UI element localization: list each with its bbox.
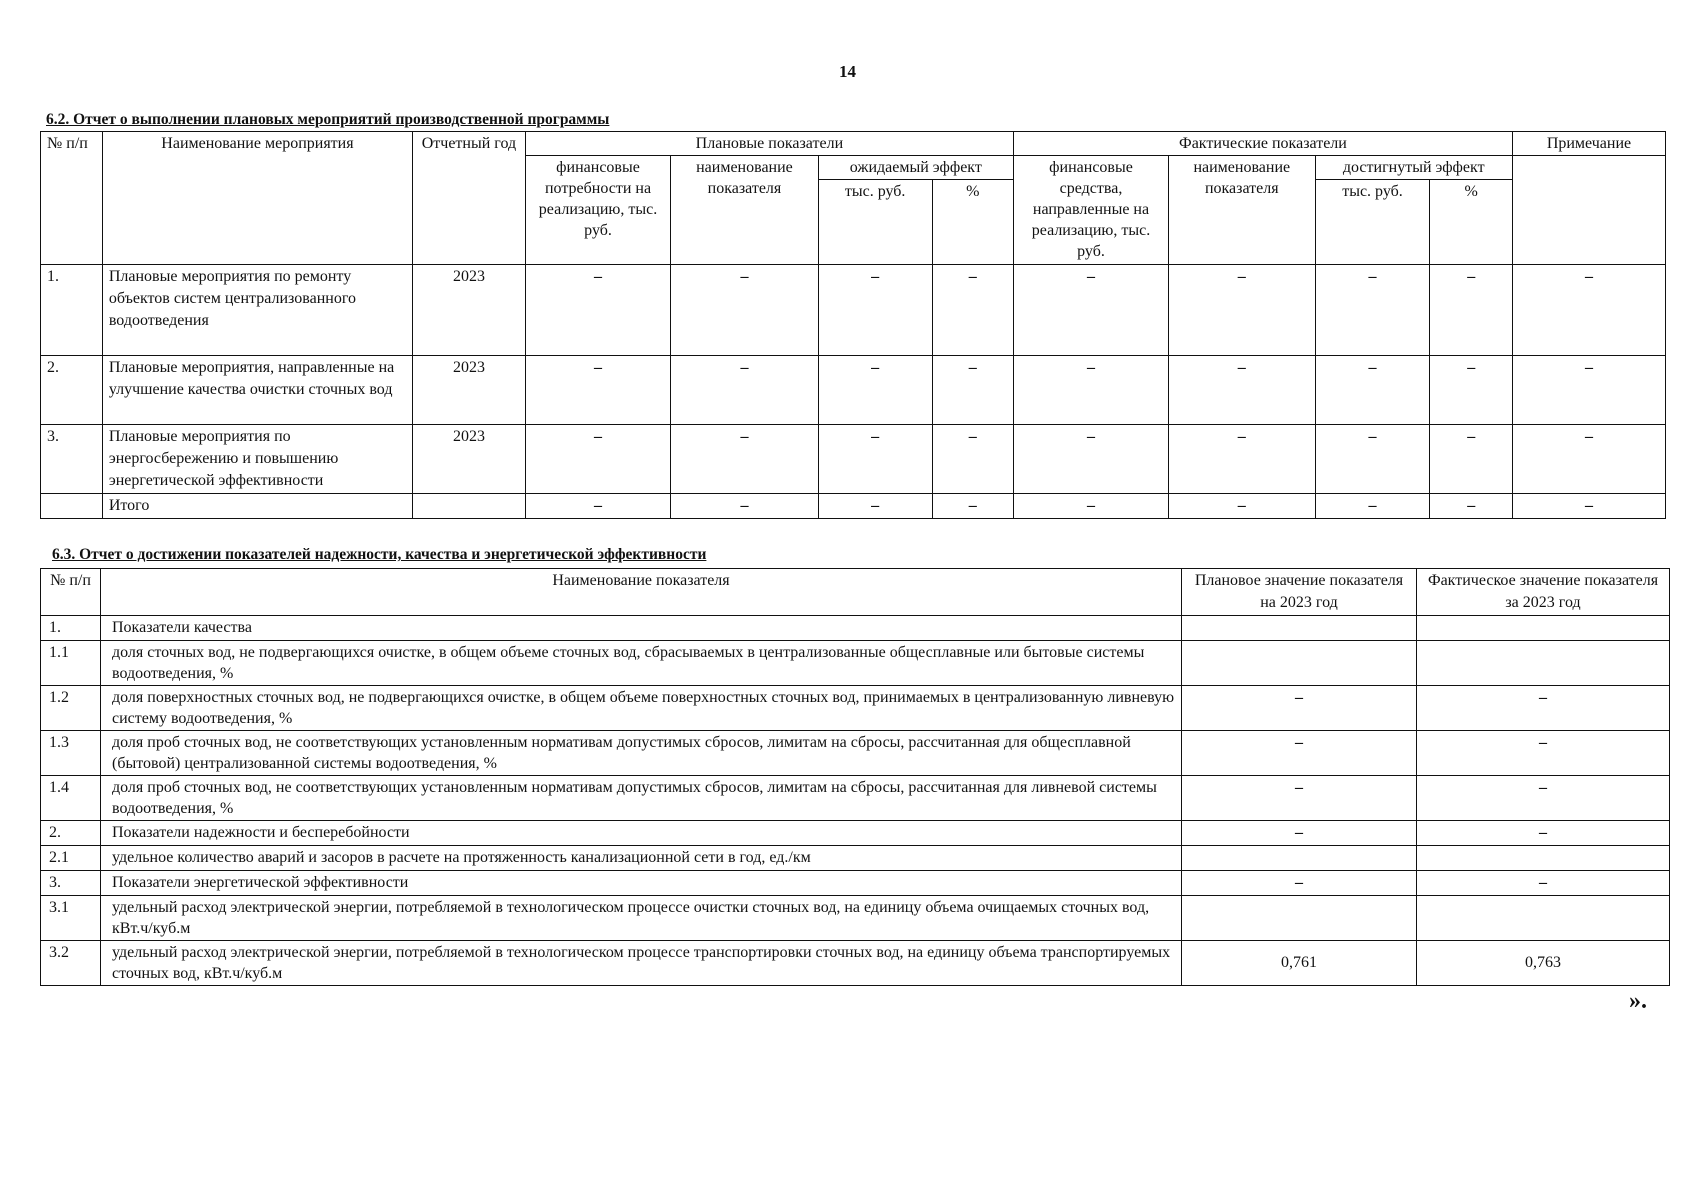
planned-activities-body <box>41 265 1666 519</box>
table2-title: 6.3. Отчет о достижении показателей надежности, качества и энергетической эффективности <box>52 546 707 563</box>
header-achieved-effect: достигнутый эффект <box>1315 156 1512 180</box>
indicator-actual-value <box>1417 616 1670 641</box>
indicator-name: доля сточных вод, не подвергающихся очистке, в общем объеме сточных вод, сбрасываемых в централизованные общесплавные или бытовые системы водоотведения, % <box>101 641 1182 686</box>
indicator-name: доля проб сточных вод, не соответствующих установленным нормативам допустимых сбросов, лимитам на сбросы, рассчитанная для общесплавной (бытовой) централизованной системы водоотведения, % <box>101 731 1182 776</box>
activity-value-cell: – <box>1512 356 1665 425</box>
indicator-actual-value: 0,763 <box>1417 941 1670 986</box>
indicator-planned-value: 0,761 <box>1182 941 1417 986</box>
activity-value-cell: – <box>1430 265 1512 356</box>
indicator-row <box>41 616 1670 641</box>
indicator-row <box>41 846 1670 871</box>
indicators-header-planned: Плановое значение показателя на 2023 год <box>1182 569 1417 616</box>
indicator-num: 3.1 <box>41 896 101 941</box>
activity-name: Плановые мероприятия, направленные на улучшение качества очистки сточных вод <box>102 356 412 425</box>
activity-num: 2. <box>41 356 103 425</box>
activity-value-cell: – <box>525 425 670 494</box>
indicator-actual-value: – <box>1417 776 1670 821</box>
activity-value-cell: – <box>671 356 819 425</box>
activity-value-cell: – <box>1169 265 1315 356</box>
indicators-table <box>40 568 1670 986</box>
activity-value-cell: – <box>1315 356 1430 425</box>
activity-value-cell: – <box>932 425 1013 494</box>
indicator-num: 3. <box>41 871 101 896</box>
indicator-name: Показатели энергетической эффективности <box>101 871 1182 896</box>
activity-value-cell: – <box>1315 425 1430 494</box>
indicator-actual-value: – <box>1417 686 1670 731</box>
activity-name: Плановые мероприятия по энергосбережению и повышению энергетической эффективности <box>102 425 412 494</box>
activity-year: 2023 <box>413 265 526 356</box>
activity-value-cell: – <box>1512 494 1665 519</box>
indicator-name: Показатели надежности и бесперебойности <box>101 821 1182 846</box>
indicator-num: 2.1 <box>41 846 101 871</box>
indicator-name: доля проб сточных вод, не соответствующих установленным нормативам допустимых сбросов, лимитам на сбросы, рассчитанная для ливневой системы водоотведения, % <box>101 776 1182 821</box>
indicators-header-actual: Фактическое значение показателя за 2023 год <box>1417 569 1670 616</box>
activity-value-cell: – <box>1169 356 1315 425</box>
indicator-num: 1. <box>41 616 101 641</box>
indicator-row <box>41 731 1670 776</box>
activity-value-cell: – <box>1512 265 1665 356</box>
activity-year: 2023 <box>413 425 526 494</box>
activity-value-cell: – <box>818 494 932 519</box>
activity-num: 3. <box>41 425 103 494</box>
activity-value-cell: – <box>1315 494 1430 519</box>
indicator-name: удельный расход электрической энергии, потребляемой в технологическом процессе очистки сточных вод, на единицу объема очищаемых сточных вод, кВт.ч/куб.м <box>101 896 1182 941</box>
indicator-row <box>41 871 1670 896</box>
indicator-row <box>41 776 1670 821</box>
planned-activities-table <box>40 131 1666 519</box>
activity-row <box>41 356 1666 425</box>
activity-num <box>41 494 103 519</box>
indicator-num: 1.1 <box>41 641 101 686</box>
closing-quote-mark: ». <box>1629 988 1647 1014</box>
activity-value-cell: – <box>525 494 670 519</box>
indicator-name: доля поверхностных сточных вод, не подвергающихся очистке, в общем объеме поверхностных сточных вод, принимаемых в централизованную ливневую систему водоотведения, % <box>101 686 1182 731</box>
activity-value-cell: – <box>525 356 670 425</box>
activity-value-cell: – <box>1430 425 1512 494</box>
activity-value-cell: – <box>1013 425 1168 494</box>
indicator-planned-value <box>1182 896 1417 941</box>
activity-value-cell: – <box>1430 356 1512 425</box>
indicators-body <box>41 616 1670 986</box>
page-number: 14 <box>839 62 856 81</box>
activity-row <box>41 265 1666 356</box>
activity-value-cell: – <box>932 494 1013 519</box>
header-reporting-year: Отчетный год <box>413 132 526 265</box>
header-expected-effect: ожидаемый эффект <box>818 156 1013 180</box>
indicator-actual-value: – <box>1417 731 1670 776</box>
header-planned-indicator: наименование показателя <box>671 156 819 265</box>
activity-value-cell: – <box>932 265 1013 356</box>
header-achieved-thousand-rub: тыс. руб. <box>1315 180 1430 265</box>
indicator-planned-value: – <box>1182 776 1417 821</box>
indicator-row <box>41 821 1670 846</box>
activity-value-cell: – <box>671 265 819 356</box>
header-activity-name: Наименование мероприятия <box>102 132 412 265</box>
indicator-planned-value: – <box>1182 821 1417 846</box>
indicator-num: 1.4 <box>41 776 101 821</box>
activity-name: Итого <box>102 494 412 519</box>
activity-value-cell: – <box>818 425 932 494</box>
indicator-name: Показатели качества <box>101 616 1182 641</box>
activity-value-cell: – <box>1512 425 1665 494</box>
activity-num: 1. <box>41 265 103 356</box>
indicator-planned-value <box>1182 641 1417 686</box>
indicator-num: 1.3 <box>41 731 101 776</box>
activity-value-cell: – <box>1013 494 1168 519</box>
indicator-num: 1.2 <box>41 686 101 731</box>
activity-year <box>413 494 526 519</box>
indicator-actual-value: – <box>1417 871 1670 896</box>
indicator-planned-value: – <box>1182 731 1417 776</box>
indicator-row <box>41 941 1670 986</box>
activity-value-cell: – <box>1315 265 1430 356</box>
header-actual-indicator: наименование показателя <box>1169 156 1315 265</box>
indicator-planned-value: – <box>1182 686 1417 731</box>
indicator-num: 2. <box>41 821 101 846</box>
indicator-planned-value: – <box>1182 871 1417 896</box>
indicator-actual-value <box>1417 641 1670 686</box>
activity-value-cell: – <box>1169 425 1315 494</box>
activity-value-cell: – <box>932 356 1013 425</box>
indicator-actual-value <box>1417 896 1670 941</box>
activity-row <box>41 425 1666 494</box>
header-achieved-percent: % <box>1430 180 1512 265</box>
activity-value-cell: – <box>1013 356 1168 425</box>
activity-value-cell: – <box>1013 265 1168 356</box>
activity-value-cell: – <box>818 356 932 425</box>
indicator-name: удельное количество аварий и засоров в расчете на протяженность канализационной сети в год, ед./км <box>101 846 1182 871</box>
activity-value-cell: – <box>1430 494 1512 519</box>
header-num: № п/п <box>41 132 103 265</box>
header-expected-thousand-rub: тыс. руб. <box>818 180 932 265</box>
header-note-empty <box>1512 156 1665 265</box>
indicator-num: 3.2 <box>41 941 101 986</box>
header-actual-fin: финансовые средства, направленные на реализацию, тыс. руб. <box>1013 156 1168 265</box>
header-note: Примечание <box>1512 132 1665 156</box>
indicator-row <box>41 896 1670 941</box>
activity-value-cell: – <box>671 494 819 519</box>
indicator-row <box>41 686 1670 731</box>
indicator-planned-value <box>1182 846 1417 871</box>
header-expected-percent: % <box>932 180 1013 265</box>
activity-value-cell: – <box>671 425 819 494</box>
activity-year: 2023 <box>413 356 526 425</box>
header-planned-fin: финансовые потребности на реализацию, тыс. руб. <box>525 156 670 265</box>
header-planned: Плановые показатели <box>525 132 1013 156</box>
indicators-header-name: Наименование показателя <box>101 569 1182 616</box>
indicator-name: удельный расход электрической энергии, потребляемой в технологическом процессе транспортировки сточных вод, на единицу объема транспортируемых сточных вод, кВт.ч/куб.м <box>101 941 1182 986</box>
indicator-planned-value <box>1182 616 1417 641</box>
activity-value-cell: – <box>1169 494 1315 519</box>
indicator-row <box>41 641 1670 686</box>
activity-value-cell: – <box>818 265 932 356</box>
indicator-actual-value: – <box>1417 821 1670 846</box>
indicator-actual-value <box>1417 846 1670 871</box>
table1-title: 6.2. Отчет о выполнении плановых мероприятий производственной программы <box>46 111 610 128</box>
activity-name: Плановые мероприятия по ремонту объектов систем централизованного водоотведения <box>102 265 412 356</box>
indicators-header-num: № п/п <box>41 569 101 616</box>
activity-value-cell: – <box>525 265 670 356</box>
header-actual: Фактические показатели <box>1013 132 1512 156</box>
activity-row <box>41 494 1666 519</box>
